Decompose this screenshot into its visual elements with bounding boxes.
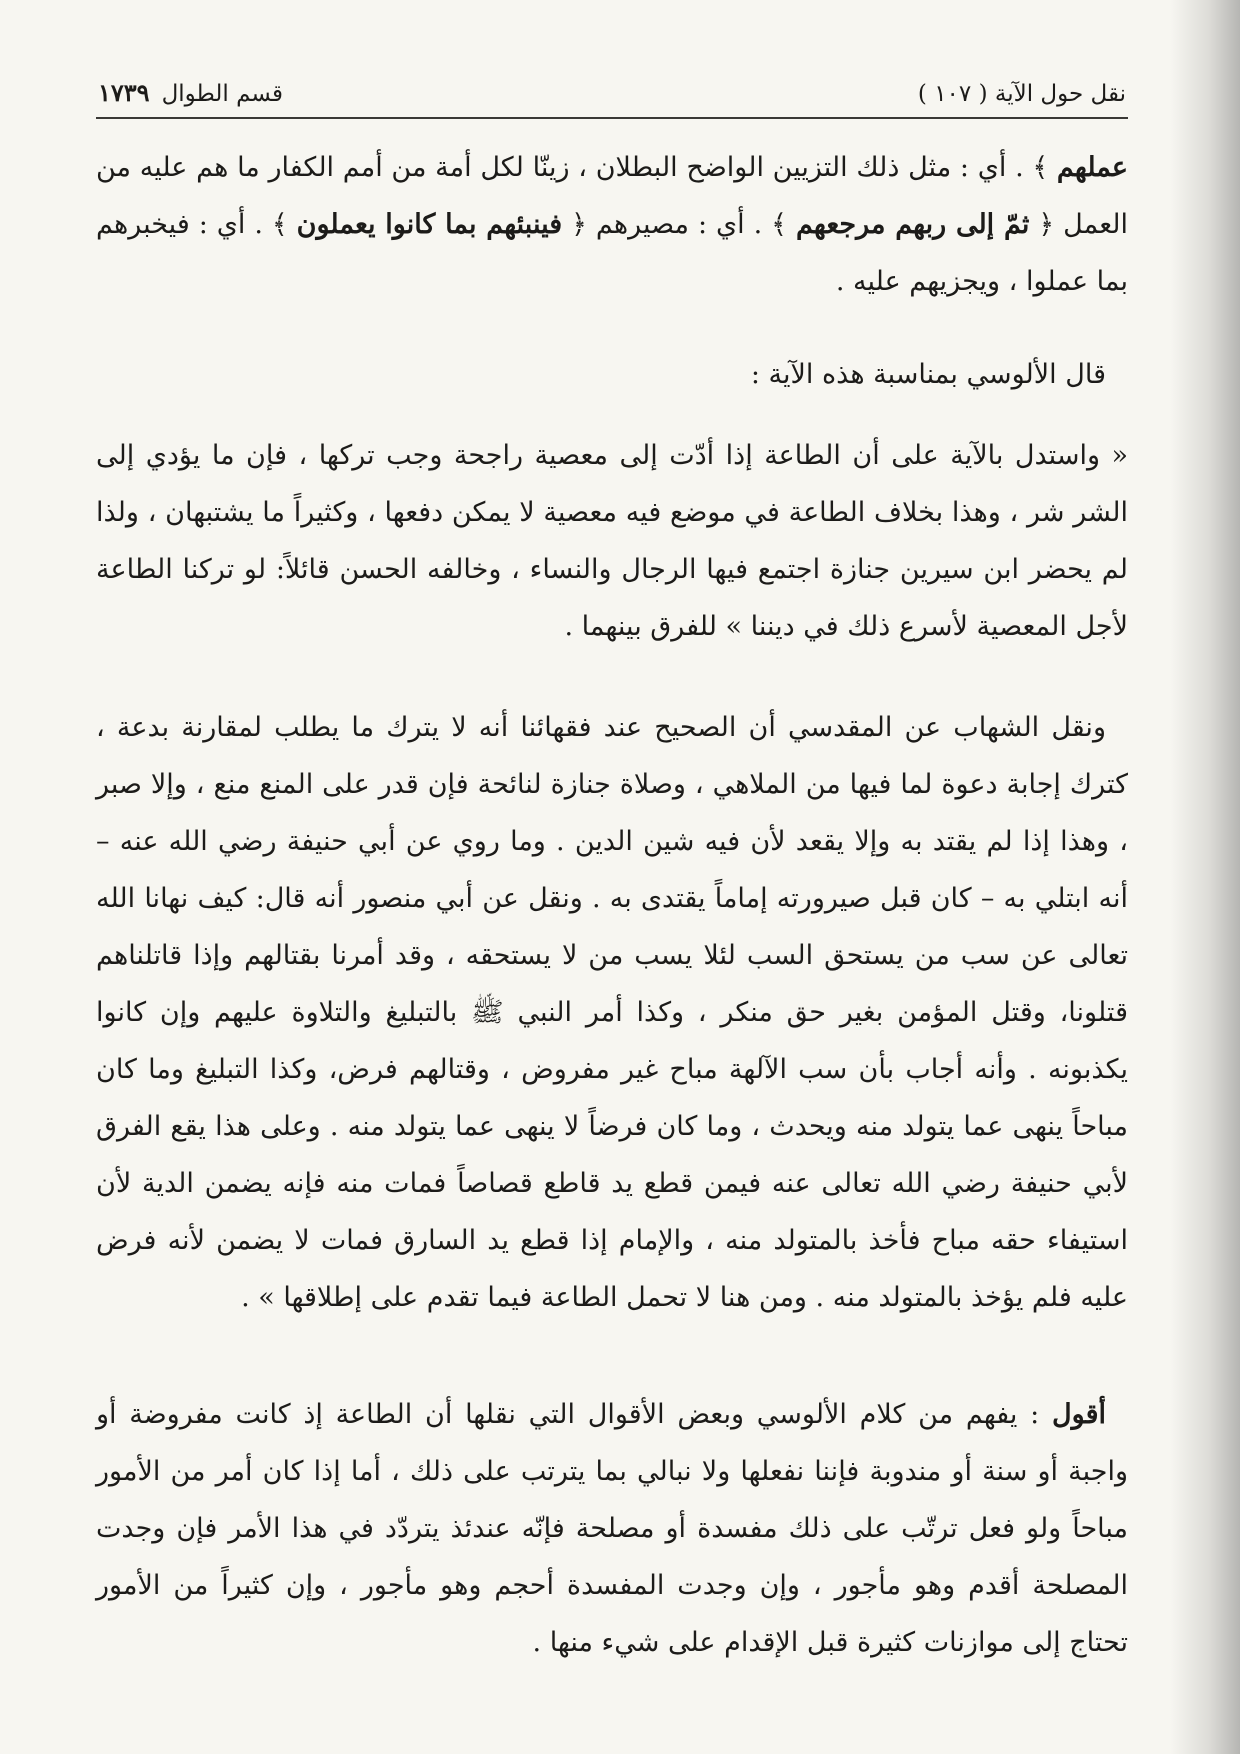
commentary-text: ﴾ . أي : فيخبرهم بما عملوا ، ويجزيهم عليه . [96, 209, 1128, 297]
book-page [96, 78, 1128, 1671]
commentary-text: ﴾ . أي : مثل ذلك التزيين الواضح البطلان ، زينّا لكل أمة من أمم الكفار ما هم عليه من العمل ﴿ [96, 152, 1128, 240]
page-edge-shadow [1170, 0, 1240, 1754]
page-number: ١٧٣٩ [98, 78, 150, 107]
paragraph-alusi-intro: قال الألوسي بمناسبة هذه الآية : [750, 359, 1106, 390]
paragraph-tafsir [96, 139, 1128, 310]
paragraph-alusi-quote: « واستدل بالآية على أن الطاعة إذا أدّت إلى معصية راجحة وجب تركها ، فإن ما يؤدي إلى الشر شر ، وهذا بخلاف الطاعة في موضع فيه معصية لا يمكن دفعها ، وكثيراً ما يشتبهان ، ولذا لم يحضر ابن سيرين جنازة اجتمع فيها الرجال والنساء ، وخالفه الحسن قائلاً: لو تركنا الطاعة لأجل المعصية لأسرع ذلك في ديننا » للفرق بينهما . [96, 440, 1128, 642]
header-section [98, 78, 283, 107]
running-header [96, 78, 1128, 119]
header-chapter-title: نقل حول الآية ( ١٠٧ ) [917, 81, 1126, 107]
paragraph-author-comment [96, 1386, 1128, 1671]
header-section-name: قسم الطوال [161, 81, 283, 107]
author-comment-text: : يفهم من كلام الألوسي وبعض الأقوال التي نقلها أن الطاعة إذ كانت مفروضة أو واجبة أو سنة أو مندوبة فإننا نفعلها ولا نبالي بما يترتب على ذلك ، أما إذا كان أمر من الأمور مباحاً ولو فعل ترتّب على ذلك مفسدة أو مصلحة فإنّه عندئذ يتردّد في هذا الأمر فإن وجدت المصلحة أقدم وهو مأجور ، وإن وجدت المفسدة أحجم وهو مأجور ، وإن كثيراً من الأمور تحتاج إلى موازنات كثيرة قبل الإقدام على شيء منها . [96, 1399, 1128, 1658]
paragraph-shihab-quote: ونقل الشهاب عن المقدسي أن الصحيح عند فقهائنا أنه لا يترك ما يطلب لمقارنة بدعة ، كترك إجابة دعوة لما فيها من الملاهي ، وصلاة جنازة لنائحة فإن قدر على المنع منع ، وإلا صبر ، وهذا إذا لم يقتد به وإلا يقعد لأن فيه شين الدين . وما روي عن أبي حنيفة رضي الله عنه – أنه ابتلي به – كان قبل صيرورته إماماً يقتدى به . ونقل عن أبي منصور أنه قال: كيف نهانا الله تعالى عن سب من يستحق السب لئلا يسب من لا يستحقه ، وقد أمرنا بقتالهم وإذا قاتلناهم قتلونا، وقتل المؤمن بغير حق منكر ، وكذا أمر النبي ﷺ بالتبليغ والتلاوة عليهم وإن كانوا يكذبونه . وأنه أجاب بأن سب الآلهة مباح غير مفروض ، وقتالهم فرض، وكذا التبليغ وما كان مباحاً ينهى عما يتولد منه ويحدث ، وما كان فرضاً لا ينهى عما يتولد منه . وعلى هذا يقع الفرق لأبي حنيفة رضي الله تعالى عنه فيمن قطع يد قاطع قصاصاً فمات منه فإنه يضمن الدية لأن استيفاء حقه مباح فأخذ بالمتولد منه ، والإمام إذا قطع يد السارق فمات لا يضمن لأنه فرض عليه فلم يؤخذ بالمتولد منه . ومن هنا لا تحمل الطاعة فيما تقدم على إطلاقها » . [96, 712, 1128, 1313]
quran-phrase: فينبئهم بما كانوا يعملون [296, 209, 563, 240]
quran-phrase: ثمّ إلى ربهم مرجعهم [795, 209, 1030, 240]
aqul-label: أقول [1052, 1399, 1106, 1430]
commentary-text: ﴾ . أي : مصيرهم ﴿ [562, 209, 796, 240]
quran-phrase: عملهم [1056, 152, 1128, 183]
